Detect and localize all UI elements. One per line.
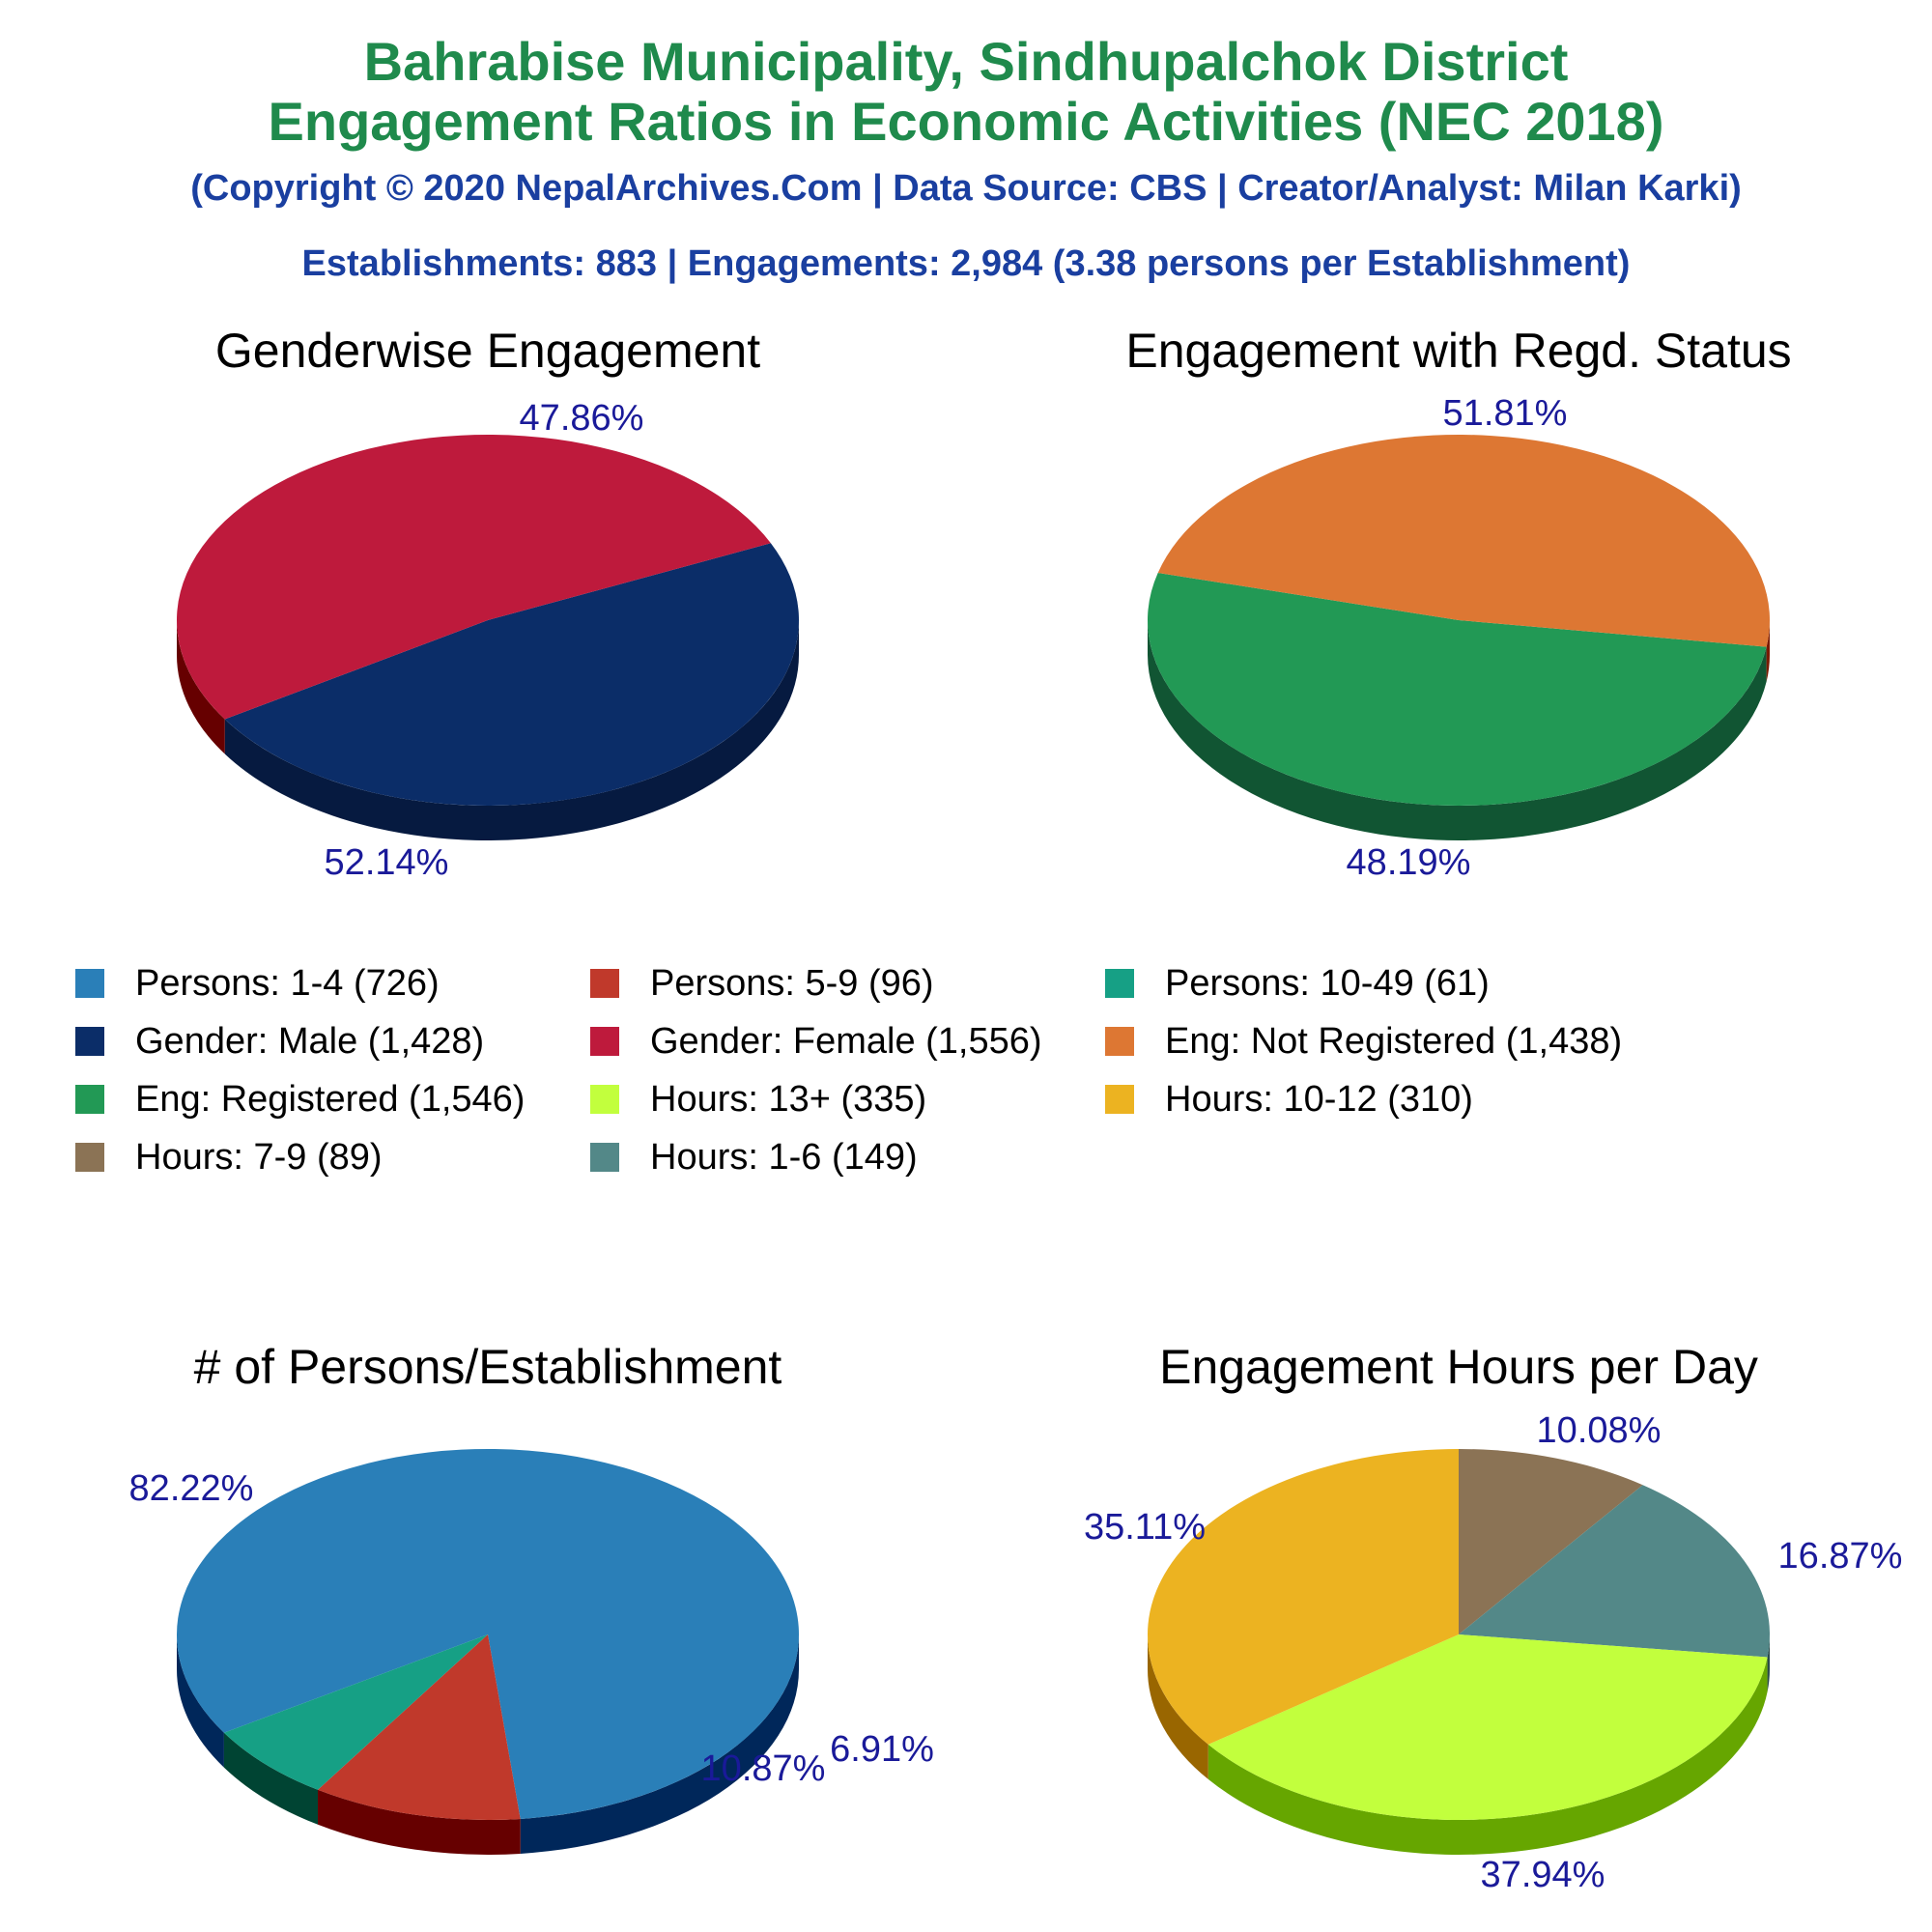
pie-percent-label: 52.14% bbox=[324, 842, 449, 883]
chart-title: Engagement with Regd. Status bbox=[1125, 324, 1792, 378]
title-line-1: Bahrabise Municipality, Sindhupalchok District bbox=[363, 31, 1569, 92]
legend-label: Gender: Male (1,428) bbox=[135, 1020, 485, 1062]
legend-item bbox=[1105, 962, 1490, 1005]
credit-line: (Copyright © 2020 NepalArchives.Com | Data Source: CBS | Creator/Analyst: Milan Karki) bbox=[190, 168, 1742, 209]
legend-swatch bbox=[590, 1085, 619, 1114]
legend-item bbox=[590, 1078, 926, 1121]
pie-chart bbox=[177, 324, 799, 883]
chart-title: Genderwise Engagement bbox=[214, 324, 761, 378]
legend-item bbox=[590, 962, 934, 1005]
pie-chart bbox=[129, 1340, 934, 1855]
legend-label: Persons: 1-4 (726) bbox=[135, 962, 440, 1004]
legend-swatch bbox=[75, 1027, 104, 1056]
legend-label: Persons: 10-49 (61) bbox=[1165, 962, 1490, 1004]
chart-title: Engagement Hours per Day bbox=[1159, 1340, 1758, 1394]
pie-chart bbox=[1125, 324, 1791, 883]
pie-percent-label: 82.22% bbox=[128, 1468, 254, 1509]
pie-percent-label: 10.87% bbox=[700, 1748, 826, 1789]
title-line-2: Engagement Ratios in Economic Activities (NEC 2018) bbox=[268, 91, 1664, 152]
legend-swatch bbox=[590, 969, 619, 998]
legend-swatch bbox=[1105, 969, 1134, 998]
legend-label: Gender: Female (1,556) bbox=[650, 1020, 1042, 1062]
legend-label: Eng: Registered (1,546) bbox=[135, 1078, 526, 1120]
legend-item bbox=[1105, 1078, 1473, 1121]
legend-label: Persons: 5-9 (96) bbox=[650, 962, 934, 1004]
legend-item bbox=[590, 1020, 1042, 1063]
legend-swatch bbox=[1105, 1085, 1134, 1114]
pie-percent-label: 16.87% bbox=[1777, 1536, 1903, 1577]
legend-label: Eng: Not Registered (1,438) bbox=[1165, 1020, 1623, 1062]
pie-chart bbox=[1084, 1340, 1902, 1895]
legend-swatch bbox=[590, 1027, 619, 1056]
legend-swatch bbox=[1105, 1027, 1134, 1056]
legend-swatch bbox=[75, 969, 104, 998]
legend-item bbox=[75, 1136, 383, 1179]
legend-item bbox=[75, 962, 440, 1005]
legend-swatch bbox=[590, 1143, 619, 1172]
legend-item bbox=[75, 1020, 484, 1063]
pie-percent-label: 51.81% bbox=[1442, 393, 1568, 434]
legend-swatch bbox=[75, 1085, 104, 1114]
chart-title: # of Persons/Establishment bbox=[193, 1340, 782, 1394]
legend-label: Hours: 1-6 (149) bbox=[650, 1136, 918, 1178]
legend-label: Hours: 7-9 (89) bbox=[135, 1136, 383, 1178]
pie-percent-label: 6.91% bbox=[830, 1729, 934, 1770]
pie-percent-label: 10.08% bbox=[1536, 1410, 1662, 1451]
pie-percent-label: 47.86% bbox=[519, 398, 644, 439]
pie-percent-label: 37.94% bbox=[1480, 1855, 1605, 1895]
legend-item bbox=[75, 1078, 525, 1121]
legend-swatch bbox=[75, 1143, 104, 1172]
legend-label: Hours: 10-12 (310) bbox=[1165, 1078, 1473, 1120]
pie-percent-label: 35.11% bbox=[1083, 1507, 1207, 1548]
pie-percent-label: 48.19% bbox=[1346, 842, 1471, 883]
legend-item bbox=[1105, 1020, 1622, 1063]
summary-line: Establishments: 883 | Engagements: 2,984 (3.38 persons per Establishment) bbox=[301, 243, 1631, 284]
legend-label: Hours: 13+ (335) bbox=[650, 1078, 927, 1120]
legend-item bbox=[590, 1136, 918, 1179]
